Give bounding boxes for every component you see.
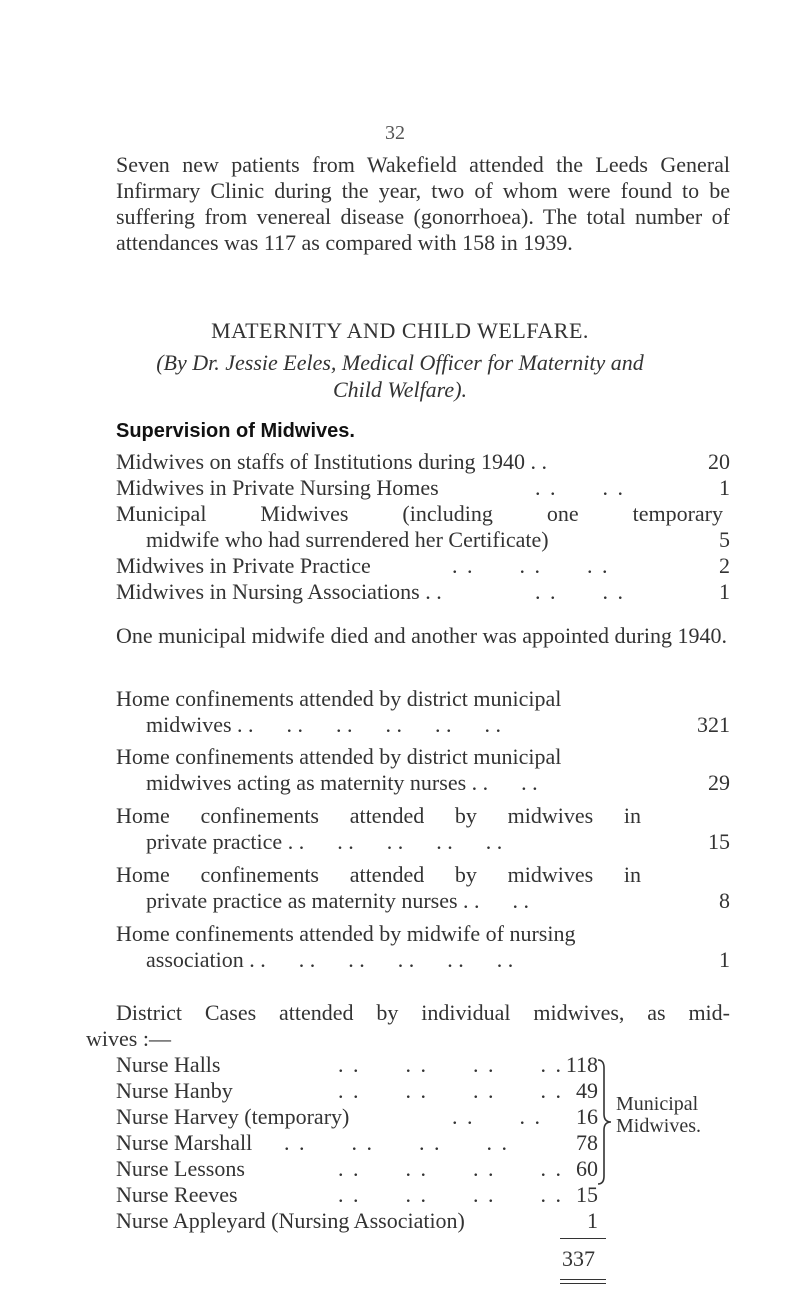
- total-value: 337: [562, 1246, 595, 1271]
- confinement-line-1: Home confinements attended by midwives in: [116, 803, 641, 828]
- total-rule: [560, 1238, 606, 1239]
- confinement-line-1: Home confinements attended by district municipal: [116, 686, 562, 711]
- double-rule: [560, 1279, 606, 1284]
- byline-line-1: (By Dr. Jessie Eeles, Medical Officer for Maternity and: [156, 350, 644, 375]
- nurse-value: 16: [576, 1104, 598, 1129]
- supervision-row: Midwives in Private Practice: [116, 553, 371, 578]
- nurse-value: 15: [576, 1182, 598, 1207]
- nurse-value: 78: [576, 1130, 598, 1155]
- nurse-dots: . . . . . . . .: [338, 1156, 563, 1181]
- nurse-row: Nurse Hanby: [116, 1078, 233, 1103]
- nurse-value: 1: [587, 1208, 598, 1233]
- nurse-dots: . . . . . . . .: [338, 1078, 563, 1103]
- page-number: 32: [385, 122, 405, 144]
- nurse-row: Nurse Appleyard (Nursing Association): [116, 1208, 465, 1233]
- nurse-value: 49: [576, 1078, 598, 1103]
- supervision-value: 1: [719, 475, 730, 500]
- byline-line-2: Child Welfare).: [332, 377, 468, 402]
- confinement-value: 29: [708, 770, 730, 795]
- nurse-row: Nurse Reeves: [116, 1182, 238, 1207]
- brace-label-line-1: Municipal: [616, 1093, 699, 1115]
- intro-paragraph: Seven new patients from Wakefield attended the Leeds General Infirmary Clinic during the year, two of whom were found to be suffering from venereal disease (gonorrhoea). The total number of attendances was 117 as compared with 158 in 1939.: [116, 152, 730, 255]
- confinement-value: 8: [719, 888, 730, 913]
- confinement-line-2: private practice . . . . . . . . . .: [146, 829, 503, 854]
- nurse-row: Nurse Harvey (temporary): [116, 1104, 350, 1129]
- supervision-row: midwife who had surrendered her Certificate): [146, 527, 549, 552]
- supervision-heading: Supervision of Midwives.: [116, 420, 355, 442]
- confinement-line-1: Home confinements attended by midwives in: [116, 862, 641, 887]
- confinement-line-2: midwives . . . . . . . . . . . .: [146, 712, 502, 737]
- supervision-value: 20: [708, 449, 730, 474]
- section-title: MATERNITY AND CHILD WELFARE.: [211, 318, 589, 343]
- supervision-row: Midwives in Private Nursing Homes: [116, 475, 439, 500]
- nurse-row: Nurse Lessons: [116, 1156, 245, 1181]
- nurse-value: 60: [576, 1156, 598, 1181]
- nurse-dots: . . . .: [452, 1104, 542, 1129]
- supervision-value: 2: [719, 553, 730, 578]
- supervision-dots: . . . .: [535, 475, 625, 500]
- nurse-dots: . . . . . . . .: [338, 1052, 563, 1077]
- district-intro-cont: wives :—: [86, 1026, 171, 1051]
- brace: [596, 1058, 614, 1186]
- confinement-value: 15: [708, 829, 730, 854]
- nurse-dots: . . . . . . . .: [338, 1182, 563, 1207]
- supervision-value: 5: [719, 527, 730, 552]
- brace-label: [616, 1093, 701, 1137]
- confinement-line-2: private practice as maternity nurses . . . .: [146, 888, 530, 913]
- supervision-row: Municipal Midwives (including one temporary: [116, 501, 723, 526]
- nurse-dots: . . . . . . . .: [284, 1130, 509, 1155]
- supervision-value: 1: [719, 579, 730, 604]
- confinement-line-1: Home confinements attended by midwife of nursing: [116, 921, 576, 946]
- supervision-row: Midwives on staffs of Institutions during 1940 . .: [116, 449, 548, 474]
- nurse-value: 118: [565, 1052, 598, 1077]
- confinement-line-2: association . . . . . . . . . . . .: [146, 947, 514, 972]
- section-byline: [0, 349, 800, 403]
- confinement-value: 1: [719, 947, 730, 972]
- brace-label-line-2: Midwives.: [616, 1115, 701, 1137]
- supervision-row: Midwives in Nursing Associations . .: [116, 579, 442, 604]
- nurse-row: Nurse Marshall: [116, 1130, 253, 1155]
- midwife-note: One municipal midwife died and another was appointed during 1940.: [116, 623, 727, 648]
- nurse-row: Nurse Halls: [116, 1052, 221, 1077]
- confinement-value: 321: [697, 712, 730, 737]
- confinement-line-1: Home confinements attended by district municipal: [116, 744, 562, 769]
- confinement-line-2: midwives acting as maternity nurses . . . .: [146, 770, 538, 795]
- supervision-dots: . . . .: [535, 579, 625, 604]
- supervision-dots: . . . . . .: [452, 553, 610, 578]
- district-intro: District Cases attended by individual midwives, as mid-: [116, 1000, 730, 1025]
